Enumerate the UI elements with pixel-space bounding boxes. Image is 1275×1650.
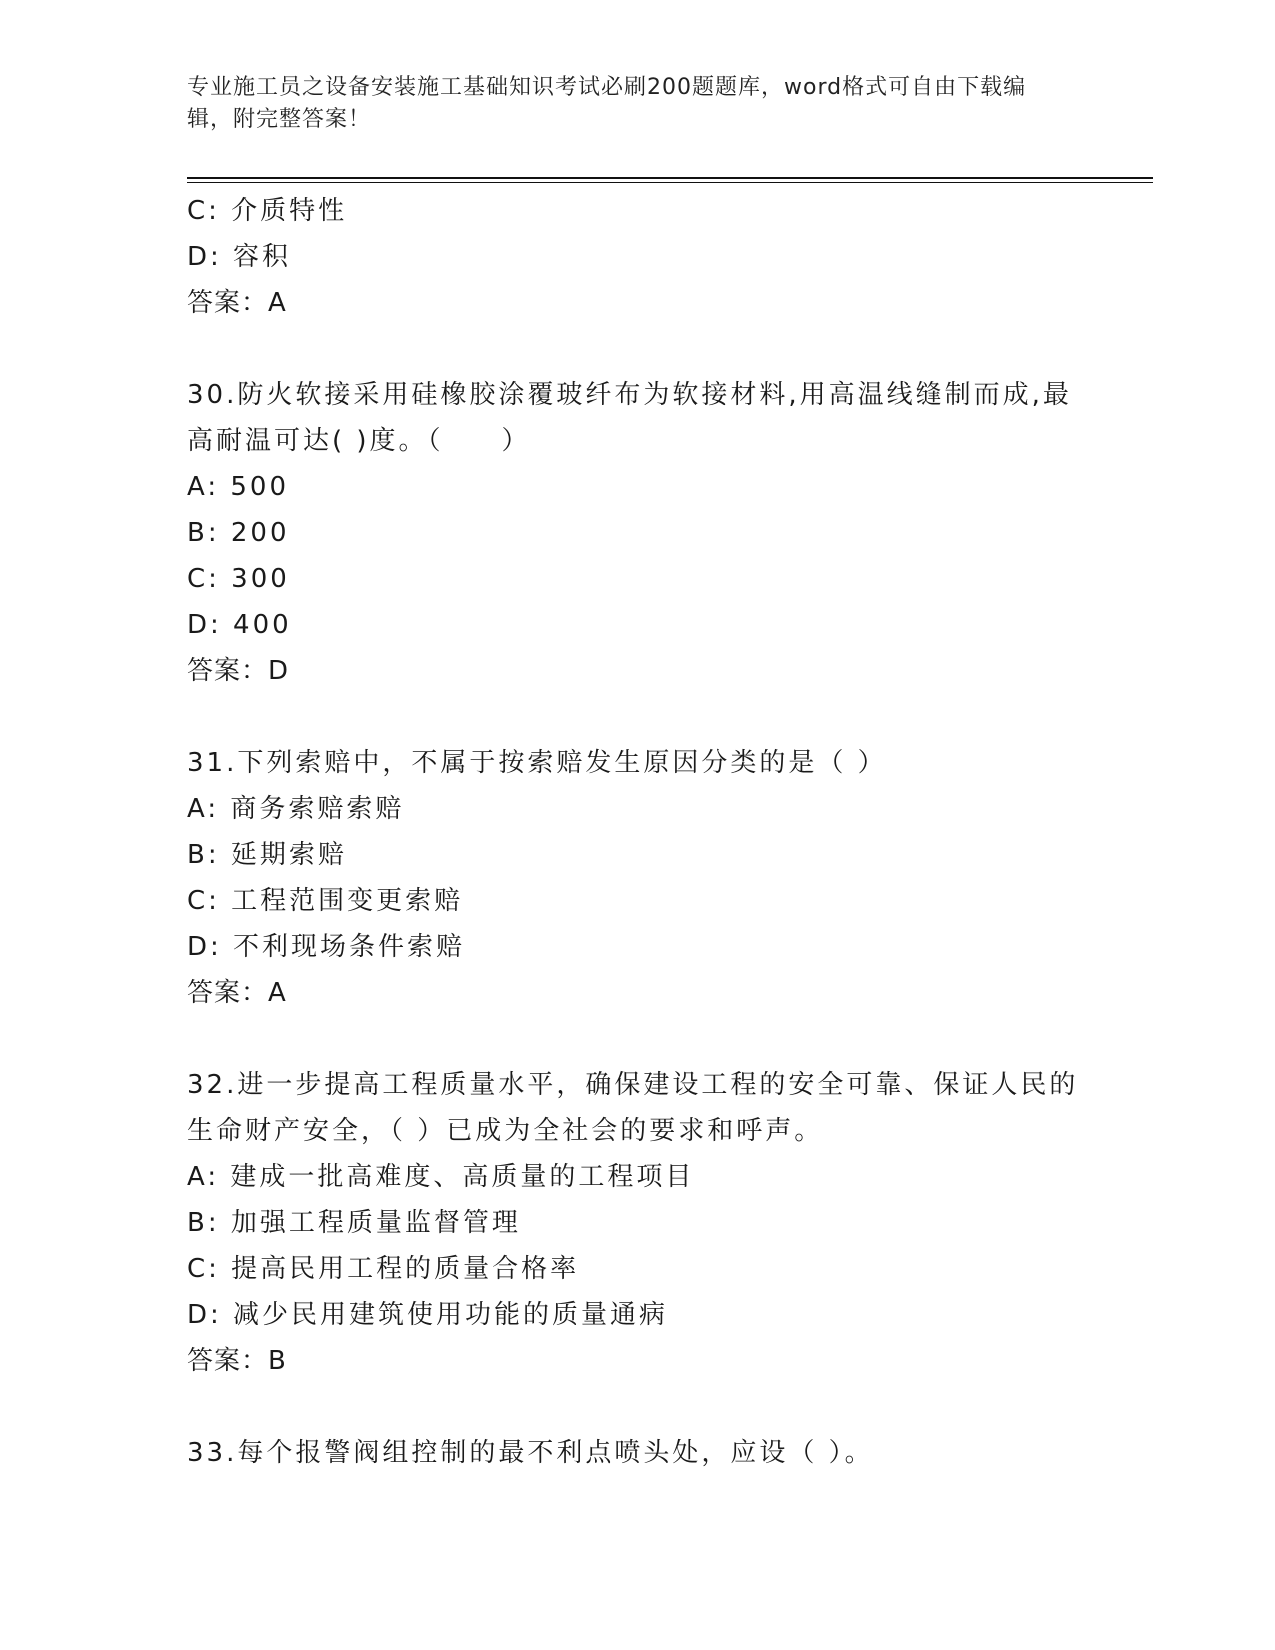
option-a: A: 500 <box>187 472 289 502</box>
question-block-32 <box>187 1062 1087 1384</box>
header-divider-thin <box>187 182 1153 183</box>
option-c: C: 工程范围变更索赔 <box>187 886 464 916</box>
option-b: B: 加强工程质量监督管理 <box>187 1208 521 1238</box>
option-d: D: 容积 <box>187 242 292 272</box>
question-stem: 30.防火软接采用硅橡胶涂覆玻纤布为软接材料,用高温线缝制而成,最高耐温可达( )度。（ ） <box>187 380 1072 456</box>
document-title: 专业施工员之设备安装施工基础知识考试必刷200题题库，word格式可自由下载编辑，附完整答案！ <box>187 75 1027 132</box>
option-b: B: 延期索赔 <box>187 840 347 870</box>
option-c: C: 提高民用工程的质量合格率 <box>187 1254 580 1284</box>
answer-line: 答案：A <box>187 978 287 1008</box>
option-b: B: 200 <box>187 518 290 548</box>
question-block-33 <box>187 1430 1087 1476</box>
question-list <box>187 188 1087 1476</box>
question-stem: 31.下列索赔中，不属于按索赔发生原因分类的是（ ） <box>187 748 887 778</box>
spacer <box>187 694 1087 740</box>
question-stem: 32.进一步提高工程质量水平，确保建设工程的安全可靠、保证人民的生命财产安全，（ ）已成为全社会的要求和呼声。 <box>187 1070 1079 1146</box>
header-divider-thick <box>187 177 1153 179</box>
spacer <box>187 326 1087 372</box>
question-stem: 33.每个报警阀组控制的最不利点喷头处，应设（ ）。 <box>187 1438 874 1468</box>
option-d: D: 不利现场条件索赔 <box>187 932 466 962</box>
answer-line: 答案：A <box>187 288 287 318</box>
option-c: C: 介质特性 <box>187 196 348 226</box>
question-block-29 <box>187 188 1087 326</box>
question-block-31 <box>187 740 1087 1016</box>
option-a: A: 商务索赔索赔 <box>187 794 405 824</box>
answer-line: 答案：B <box>187 1346 287 1376</box>
question-block-30 <box>187 372 1087 694</box>
option-c: C: 300 <box>187 564 290 594</box>
option-d: D: 减少民用建筑使用功能的质量通病 <box>187 1300 669 1330</box>
option-d: D: 400 <box>187 610 292 640</box>
spacer <box>187 1384 1087 1430</box>
spacer <box>187 1016 1087 1062</box>
option-a: A: 建成一批高难度、高质量的工程项目 <box>187 1162 695 1192</box>
answer-line: 答案：D <box>187 656 290 686</box>
document-header <box>187 72 1067 136</box>
